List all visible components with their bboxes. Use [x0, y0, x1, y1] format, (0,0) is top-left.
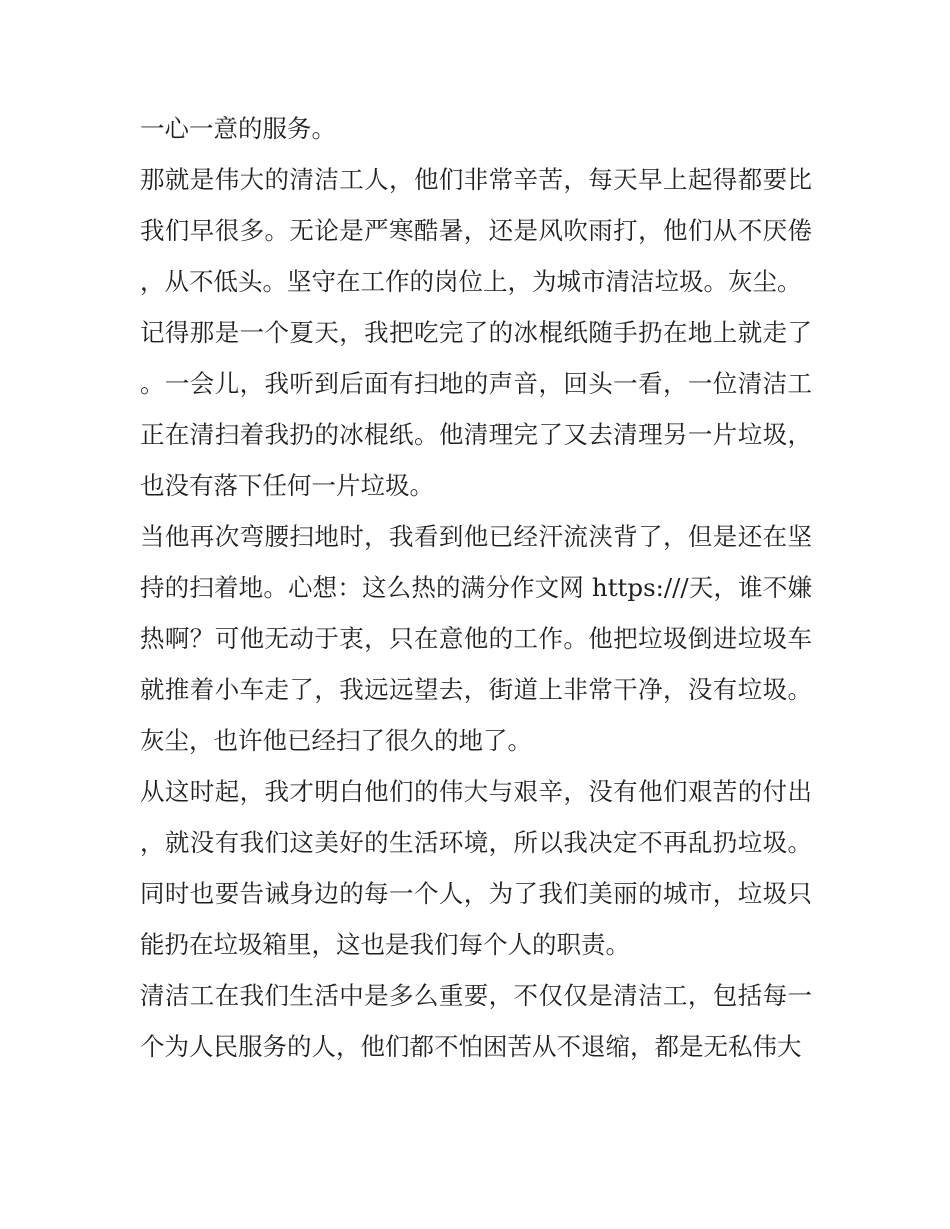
article-body [140, 103, 812, 1072]
paragraph-2: 那就是伟大的清洁工人，他们非常辛苦，每天早上起得都要比我们早很多。无论是严寒酷暑，还是风吹雨打，他们从不厌倦，从不低头。坚守在工作的岗位上，为城市清洁垃圾。灰尘。 [140, 165, 812, 296]
paragraph-1: 一心一意的服务。 [140, 114, 336, 143]
paragraph-6: 清洁工在我们生活中是多么重要，不仅仅是清洁工，包括每一个为人民服务的人，他们都不怕困苦从不退缩，都是无私伟大 [140, 981, 812, 1061]
paragraph-3: 记得那是一个夏天，我把吃完了的冰棍纸随手扔在地上就走了。一会儿，我听到后面有扫地的声音，回头一看，一位清洁工正在清扫着我扔的冰棍纸。他清理完了又去清理另一片垃圾，也没有落下任何一片垃圾。 [140, 318, 812, 500]
paragraph-5: 从这时起，我才明白他们的伟大与艰辛，没有他们艰苦的付出，就没有我们这美好的生活环境，所以我决定不再乱扔垃圾。同时也要告诫身边的每一个人，为了我们美丽的城市，垃圾只能扔在垃圾箱里，这也是我们每个人的职责。 [140, 777, 812, 959]
paragraph-4: 当他再次弯腰扫地时，我看到他已经汗流浃背了，但是还在坚持的扫着地。心想：这么热的满分作文网 https:///天，谁不嫌热啊？可他无动于衷，只在意他的工作。他把垃圾倒进垃圾车就推着小车走了，我远远望去，街道上非常干净，没有垃圾。灰尘，也许他已经扫了很久的地了。 [140, 522, 812, 755]
